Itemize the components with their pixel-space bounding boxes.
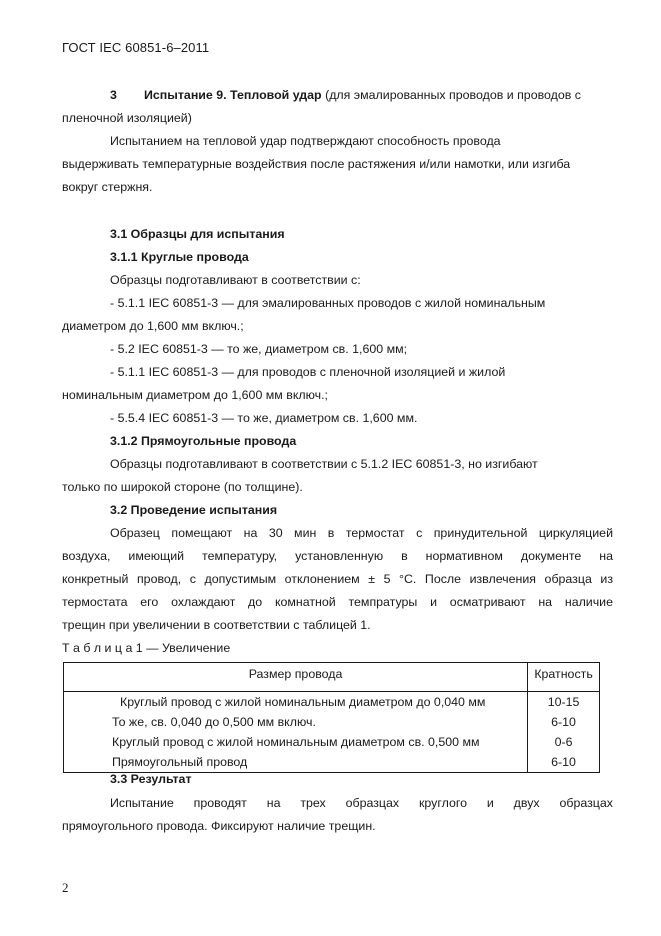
paragraph-line: трещин при увеличении в соответствии с таблицей 1. (62, 618, 371, 632)
paragraph-line: Испытание проводят на трех образцах круглого и двух образцах (110, 796, 613, 810)
subsection-3-1-2-heading: 3.1.2 Прямоугольные провода (110, 434, 297, 448)
table-cell-size: Круглый провод с жилой номинальным диаметром св. 0,500 мм (64, 732, 528, 752)
table-cell-ratio: 6-10 (528, 752, 600, 773)
table-row (64, 692, 600, 713)
table-caption: Т а б л и ц а 1 — Увеличение (62, 641, 231, 655)
section-title: Испытание 9. Тепловой удар (144, 88, 322, 102)
table-cell-size: Круглый провод с жилой номинальным диаметром до 0,040 мм (64, 692, 528, 713)
table-row (64, 712, 600, 732)
section-3-heading (110, 87, 581, 103)
paragraph-line: Образец помещают на 30 мин в термостат с принудительной циркуляцией (110, 526, 613, 540)
table-cell-ratio: 10-15 (528, 692, 600, 713)
page-number: 2 (62, 880, 69, 895)
column-header-ratio: Кратность (528, 663, 600, 692)
table-cell-ratio: 6-10 (528, 712, 600, 732)
subsection-3-2-heading: 3.2 Проведение испытания (110, 503, 278, 517)
list-item: - 5.1.1 IEC 60851-3 — для эмалированных проводов с жилой номинальным (110, 296, 546, 310)
paragraph-line: воздуха, имеющий температуру, установленную в нормативном документе на (62, 549, 613, 563)
list-item: - 5.5.4 IEC 60851-3 — то же, диаметром св. 1,600 мм. (110, 411, 418, 425)
paragraph-line: вокруг стержня. (62, 180, 153, 194)
list-item-continuation: номинальным диаметром до 1,600 мм включ.; (62, 388, 328, 402)
table-cell-size: Прямоугольный провод (64, 752, 528, 773)
paragraph-line: прямоугольного провода. Фиксируют наличие трещин. (62, 819, 376, 833)
paragraph-line: только по широкой стороне (по толщине). (62, 480, 303, 494)
document-header: ГОСТ IEC 60851-6–2011 (62, 40, 210, 55)
column-header-size: Размер провода (64, 663, 528, 692)
section-title-continuation: пленочной изоляцией) (62, 111, 192, 125)
table-header-row (64, 663, 600, 692)
subsection-3-1-1-heading: 3.1.1 Круглые провода (110, 250, 249, 264)
paragraph-line: Образцы подготавливают в соответствии с: (110, 273, 361, 287)
section-title-rest: (для эмалированных проводов и проводов с (321, 88, 581, 102)
list-item-continuation: диаметром до 1,600 мм включ.; (62, 319, 244, 333)
table-row (64, 732, 600, 752)
subsection-3-3-heading: 3.3 Результат (110, 772, 192, 786)
paragraph-line: термостата его охлаждают до комнатной темпратуры и осматривают на наличие (62, 595, 613, 609)
table-cell-ratio: 0-6 (528, 732, 600, 752)
paragraph-line: Испытанием на тепловой удар подтверждают способность провода (110, 134, 501, 148)
subsection-3-1-heading: 3.1 Образцы для испытания (110, 227, 285, 241)
magnification-table (63, 662, 600, 773)
paragraph-line: конкретный провод, с допустимым отклонением ± 5 °С. После извлечения образца из (62, 572, 613, 586)
list-item: - 5.2 IEC 60851-3 — то же, диаметром св. 1,600 мм; (110, 342, 408, 356)
paragraph-line: выдерживать температурные воздействия после растяжения и/или намотки, или изгиба (62, 157, 571, 171)
list-item: - 5.1.1 IEC 60851-3 — для проводов с пленочной изоляцией и жилой (110, 365, 506, 379)
paragraph-line: Образцы подготавливают в соответствии с 5.1.2 IEC 60851-3, но изгибают (110, 457, 538, 471)
section-number: 3 (110, 88, 117, 102)
table-cell-size: То же, св. 0,040 до 0,500 мм включ. (64, 712, 528, 732)
table-row (64, 752, 600, 773)
